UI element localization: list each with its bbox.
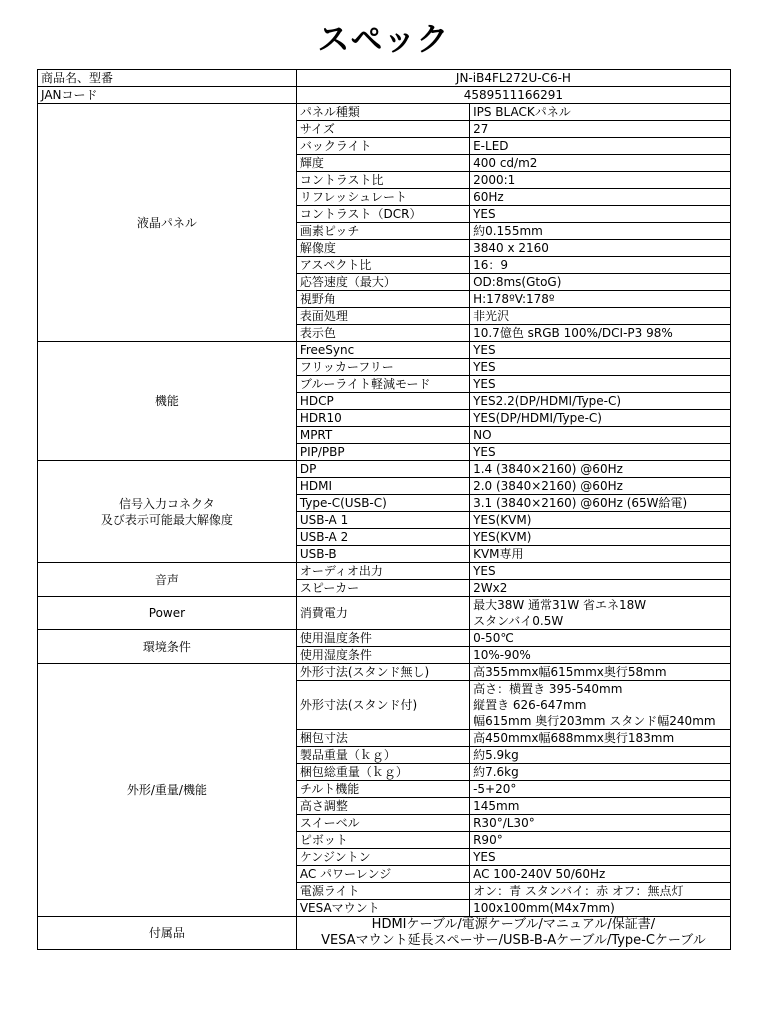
spec-label: 梱包寸法 [296, 730, 469, 747]
spec-label: フリッカーフリー [296, 359, 469, 376]
spec-value: 高450mmx幅688mmx奥行183mm [470, 730, 731, 747]
spec-label: PIP/PBP [296, 444, 469, 461]
table-row [38, 597, 731, 630]
table-row [38, 563, 731, 580]
spec-value: OD:8ms(GtoG) [470, 274, 731, 291]
spec-label: 使用温度条件 [296, 630, 469, 647]
category-cell: 音声 [38, 563, 297, 597]
spec-label: VESAマウント [296, 900, 469, 917]
table-row [38, 461, 731, 478]
spec-label: 梱包総重量（ｋｇ） [296, 764, 469, 781]
spec-value: YES [470, 342, 731, 359]
spec-label: 視野角 [296, 291, 469, 308]
page-title: スペック [317, 20, 450, 58]
spec-label: 消費電力 [296, 597, 469, 630]
spec-label: USB-A 1 [296, 512, 469, 529]
category-cell: 液晶パネル [38, 104, 297, 342]
spec-value: YES(KVM) [470, 529, 731, 546]
table-row [38, 70, 731, 87]
spec-value: H:178ºV:178º [470, 291, 731, 308]
spec-value: -5+20° [470, 781, 731, 798]
spec-label: HDMI [296, 478, 469, 495]
spec-value: 0-50℃ [470, 630, 731, 647]
spec-value: YES [470, 444, 731, 461]
spec-value: 145mm [470, 798, 731, 815]
spec-label: コントラスト（DCR） [296, 206, 469, 223]
category-cell: 機能 [38, 342, 297, 461]
spec-label: 外形寸法(スタンド無し) [296, 664, 469, 681]
table-row [38, 342, 731, 359]
spec-label: 高さ調整 [296, 798, 469, 815]
spec-value: YES(KVM) [470, 512, 731, 529]
spec-value: 10.7億色 sRGB 100%/DCI-P3 98% [470, 325, 731, 342]
spec-label: 表示色 [296, 325, 469, 342]
spec-label: スイーベル [296, 815, 469, 832]
spec-value: NO [470, 427, 731, 444]
spec-label: HDR10 [296, 410, 469, 427]
spec-value: 非光沢 [470, 308, 731, 325]
spec-label: USB-B [296, 546, 469, 563]
spec-value: YES2.2(DP/HDMI/Type-C) [470, 393, 731, 410]
spec-value: 3840 x 2160 [470, 240, 731, 257]
accessories-label: 付属品 [38, 917, 297, 950]
spec-value: 約5.9kg [470, 747, 731, 764]
spec-label: チルト機能 [296, 781, 469, 798]
row-value: 4589511166291 [296, 87, 730, 104]
spec-label: 画素ピッチ [296, 223, 469, 240]
spec-value: YES [470, 563, 731, 580]
spec-label: 使用湿度条件 [296, 647, 469, 664]
spec-value: 2.0 (3840×2160) @60Hz [470, 478, 731, 495]
spec-value: AC 100-240V 50/60Hz [470, 866, 731, 883]
spec-label: AC パワーレンジ [296, 866, 469, 883]
spec-label: 外形寸法(スタンド付) [296, 681, 469, 730]
spec-label: コントラスト比 [296, 172, 469, 189]
row-label: 商品名、型番 [38, 70, 297, 87]
spec-label: 応答速度（最大） [296, 274, 469, 291]
category-cell: 外形/重量/機能 [38, 664, 297, 917]
spec-label: FreeSync [296, 342, 469, 359]
spec-label: ブルーライト軽減モード [296, 376, 469, 393]
spec-label: ケンジントン [296, 849, 469, 866]
spec-label: MPRT [296, 427, 469, 444]
spec-value: E-LED [470, 138, 731, 155]
table-row [38, 664, 731, 681]
spec-label: 電源ライト [296, 883, 469, 900]
spec-value: オン：青 スタンバイ：赤 オフ：無点灯 [470, 883, 731, 900]
category-cell: Power [38, 597, 297, 630]
spec-value: 60Hz [470, 189, 731, 206]
table-row [38, 87, 731, 104]
spec-label: 解像度 [296, 240, 469, 257]
category-cell: 信号入力コネクタ 及び表示可能最大解像度 [38, 461, 297, 563]
spec-table [37, 69, 731, 950]
spec-value: 約0.155mm [470, 223, 731, 240]
spec-value: R30°/L30° [470, 815, 731, 832]
spec-value: 400 cd/m2 [470, 155, 731, 172]
spec-value: 高355mmx幅615mmx奥行58mm [470, 664, 731, 681]
spec-label: バックライト [296, 138, 469, 155]
table-row [38, 104, 731, 121]
spec-label: DP [296, 461, 469, 478]
spec-label: リフレッシュレート [296, 189, 469, 206]
spec-value: 2Wx2 [470, 580, 731, 597]
spec-label: スピーカー [296, 580, 469, 597]
spec-label: パネル種類 [296, 104, 469, 121]
row-label: JANコード [38, 87, 297, 104]
spec-value: 1.4 (3840×2160) @60Hz [470, 461, 731, 478]
spec-value: YES [470, 849, 731, 866]
spec-label: HDCP [296, 393, 469, 410]
table-row [38, 630, 731, 647]
spec-value: IPS BLACKパネル [470, 104, 731, 121]
spec-value: 最大38W 通常31W 省エネ18W スタンバイ0.5W [470, 597, 731, 630]
spec-label: 輝度 [296, 155, 469, 172]
spec-label: ピボット [296, 832, 469, 849]
spec-value: YES [470, 376, 731, 393]
spec-value: 27 [470, 121, 731, 138]
row-value: JN-iB4FL272U-C6-H [296, 70, 730, 87]
spec-label: 製品重量（ｋｇ） [296, 747, 469, 764]
spec-label: 表面処理 [296, 308, 469, 325]
spec-value: YES [470, 359, 731, 376]
category-cell: 環境条件 [38, 630, 297, 664]
spec-value: R90° [470, 832, 731, 849]
spec-value: 高さ：横置き 395-540mm 縦置き 626-647mm 幅615mm 奥行203mm スタンド幅240mm [470, 681, 731, 730]
spec-label: オーディオ出力 [296, 563, 469, 580]
spec-value: 3.1 (3840×2160) @60Hz (65W給電) [470, 495, 731, 512]
spec-value: 2000:1 [470, 172, 731, 189]
spec-value: KVM専用 [470, 546, 731, 563]
spec-label: サイズ [296, 121, 469, 138]
spec-value: YES(DP/HDMI/Type-C) [470, 410, 731, 427]
spec-label: USB-A 2 [296, 529, 469, 546]
spec-value: 16：9 [470, 257, 731, 274]
spec-value: 約7.6kg [470, 764, 731, 781]
spec-value: 10%-90% [470, 647, 731, 664]
spec-label: Type-C(USB-C) [296, 495, 469, 512]
table-row [38, 917, 731, 950]
accessories-value: HDMIケーブル/電源ケーブル/マニュアル/保証書/ VESAマウント延長スペーサー/USB-B-Aケーブル/Type-Cケーブル [296, 917, 730, 950]
spec-value: YES [470, 206, 731, 223]
spec-label: アスペクト比 [296, 257, 469, 274]
spec-value: 100x100mm(M4x7mm) [470, 900, 731, 917]
